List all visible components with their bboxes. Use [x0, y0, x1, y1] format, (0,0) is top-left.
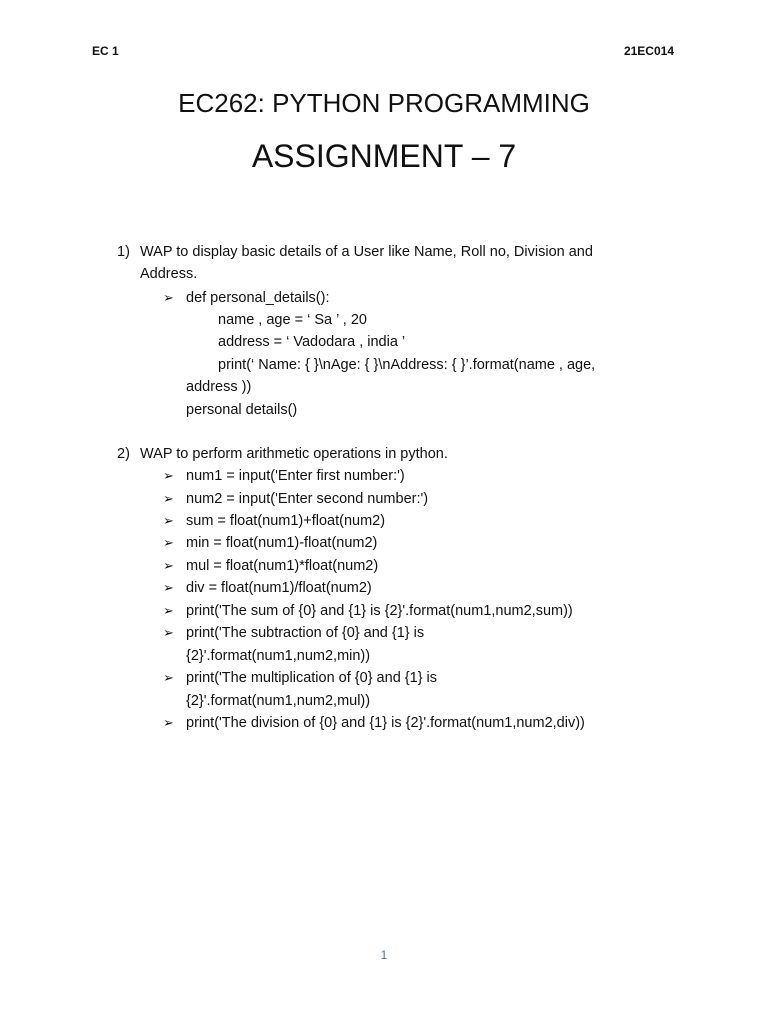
- header-right-label: 21EC014: [623, 44, 674, 58]
- code-line: address )): [186, 379, 252, 395]
- list-item: num2 = input('Enter second number:'): [186, 491, 429, 507]
- course-title: EC262: PYTHON PROGRAMMING: [178, 88, 590, 118]
- question-1-text-line-1: WAP to display basic details of a User like Name, Roll no, Division and: [140, 244, 593, 260]
- assignment-title: ASSIGNMENT – 7: [251, 138, 517, 174]
- code-line: name , age = ‘ Sa ’ , 20: [218, 312, 367, 328]
- list-item: print('The multiplication of {0} and {1} is: [186, 670, 438, 686]
- header-left-label: EC 1: [92, 44, 119, 58]
- code-line: personal details(): [186, 402, 298, 418]
- arrow-bullet-icon: ➢: [163, 580, 174, 595]
- list-item: num1 = input('Enter first number:'): [186, 468, 405, 484]
- list-item-continuation: {2}'.format(num1,num2,mul)): [186, 693, 371, 709]
- list-item: print('The division of {0} and {1} is {2}'.format(num1,num2,div)): [186, 715, 585, 731]
- list-item-continuation: {2}'.format(num1,num2,min)): [186, 648, 371, 664]
- list-item: sum = float(num1)+float(num2): [186, 513, 386, 529]
- arrow-bullet-icon: ➢: [163, 468, 174, 483]
- page-number: 1: [380, 948, 388, 962]
- list-item: print('The sum of {0} and {1} is {2}'.format(num1,num2,sum)): [186, 603, 573, 619]
- arrow-bullet-icon: ➢: [163, 670, 174, 685]
- question-2-number: 2): [117, 446, 130, 462]
- arrow-bullet-icon: ➢: [163, 625, 174, 640]
- list-item: print('The subtraction of {0} and {1} is: [186, 625, 425, 641]
- arrow-bullet-icon: ➢: [163, 290, 174, 305]
- question-1-number: 1): [117, 244, 130, 260]
- code-line: def personal_details():: [186, 290, 330, 306]
- arrow-bullet-icon: ➢: [163, 715, 174, 730]
- list-item: mul = float(num1)*float(num2): [186, 558, 379, 574]
- code-line: address = ‘ Vadodara , india ’: [218, 334, 406, 350]
- question-1-text-line-2: Address.: [140, 266, 198, 282]
- arrow-bullet-icon: ➢: [163, 603, 174, 618]
- list-item: min = float(num1)-float(num2): [186, 535, 378, 551]
- arrow-bullet-icon: ➢: [163, 558, 174, 573]
- code-line: print(‘ Name: { }\nAge: { }\nAddress: { }’.format(name , age,: [218, 357, 596, 373]
- list-item: div = float(num1)/float(num2): [186, 580, 372, 596]
- arrow-bullet-icon: ➢: [163, 513, 174, 528]
- arrow-bullet-icon: ➢: [163, 491, 174, 506]
- question-2-text: WAP to perform arithmetic operations in python.: [140, 446, 448, 462]
- arrow-bullet-icon: ➢: [163, 535, 174, 550]
